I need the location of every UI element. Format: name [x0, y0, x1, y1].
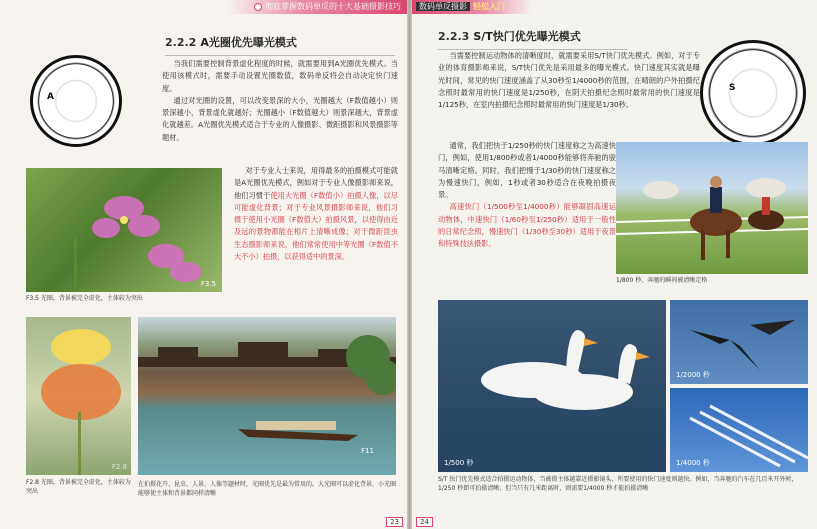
lotus-caption: F2.8 光圈，背景被完全虚化，主体较为突出 [26, 479, 131, 495]
aperture-mark: F2.8 [111, 463, 127, 471]
section-number: 2.2.2 [165, 36, 197, 49]
horse-race-photo [616, 142, 808, 274]
left-section-title [165, 34, 297, 50]
right-para-1: 当需要控制运动物体的清晰度时，就需要采用S/T快门优先模式。例如，对于专业的体育摄影师来说，S/T快门优先是采用最多的曝光模式。快门速度其实就是曝光时间，常见的快门速度涵盖了从30秒至1/4000秒的范围，在晴朗的户外拍摄纪念照时最常用的快门速度是1/250秒，在阴天拍摄纪念照时最常用的快门速度是1/125秒，在室内拍摄纪念照时最常用的快门速度是1/30秒。 [438, 51, 700, 110]
left-para-3-highlight: 使用大光圈（F数值小）拍摄人像，以尽可能虚化背景；对于专业风景摄影师来说，他们习惯于使用小光圈（F数值大）拍摄风景，以使得由近及远的景物都能在相片上清晰成像；对于微距昆虫生态摄影师来说，他们常常使用中等光圈（F数值不大不小）拍摄，以获得适中的景深。 [234, 190, 398, 262]
right-text-block-2 [438, 140, 616, 251]
birds-photo [670, 300, 808, 384]
swans-photo [438, 300, 666, 472]
right-page-header [412, 0, 532, 14]
lotus-photo [26, 317, 131, 475]
river-town-photo [138, 317, 396, 475]
swans-caption: S/T 快门优先模式适合拍摄运动物体，当被摄主体越靠近摄影镜头，所要使用的快门速度则越快。例如，当奔驰的汽车在几百米开外时，1/250 秒即可拍摄清晰；但当只有几米距离时，则需要1/4000 秒才能拍摄清晰 [438, 476, 798, 492]
title-rule [165, 55, 395, 56]
shutter-mark: 1/4000 秒 [676, 459, 710, 467]
right-para-2: 通常，我们把快于1/250秒的快门速度称之为高速快门，例如，使用1/800秒或者1/4000秒能够将奔驰的骏马清晰定格。同时，我们把慢于1/30秒的快门速度称之为慢速快门，例如，1秒或者30秒适合在夜晚拍摄夜景。 [438, 141, 616, 200]
mode-dial-s-icon [700, 40, 806, 146]
page-number: 24 [416, 517, 433, 527]
section-title: A光圈优先曝光模式 [200, 36, 297, 49]
left-para-3: 对于专业人士来说，用得最多的拍摄模式可能就是A光圈优先模式，例如对于专业人像摄影师来说，他们习惯于 [234, 166, 398, 200]
header-tag: 数码单反摄影 [416, 2, 470, 11]
jets-photo [670, 388, 808, 472]
left-page-header [227, 0, 407, 14]
left-para-2: 通过对光圈的设置，可以改变景深的大小，光圈越大（F数值越小）则景深越小，背景虚化就越好；光圈越小（F数值越大）则景深越大，背景虚化就越差。A光圈优先模式适合于专业的人像摄影、微距摄影和风景摄影等题材。 [162, 95, 398, 142]
right-text-block-1 [438, 50, 700, 111]
left-text-block-2 [234, 165, 398, 263]
right-section-title [438, 28, 581, 44]
dial-letter: S [729, 83, 736, 93]
right-page [412, 0, 817, 529]
section-number: 2.2.3 [438, 30, 470, 43]
right-para-3-highlight: 高速快门（1/500秒至1/4000秒）能够凝固高速运动物体，中速快门（1/60秒至1/250秒）适用于一般性的日常纪念照，慢速快门（1/30秒至30秒）适用于夜景和特殊技法摄影。 [438, 202, 616, 249]
left-para-1: 当我们需要控制背景虚化程度的时候，就需要用到A光圈优先模式。当使用该模式时，需要手动设置光圈数值，数码单反将会自动决定快门速度。 [162, 59, 398, 93]
shutter-mark: 1/500 秒 [444, 459, 474, 467]
shutter-mark: 1/2000 秒 [676, 371, 710, 379]
section-title: S/T快门优先曝光模式 [473, 30, 581, 43]
aperture-mark: F11 [361, 447, 374, 455]
page-number: 23 [386, 517, 403, 527]
left-text-block-1 [162, 58, 398, 144]
town-caption: 在拍摄花卉、昆虫、人景、人像等题材时，光圈优先是最为常用的。大光圈可以虚化背景，小光圈能够使主体和背景都同样清晰 [138, 481, 397, 497]
horse-caption: 1/800 秒，奔驰的瞬间被清晰定格 [616, 277, 708, 284]
left-page [0, 0, 407, 529]
aperture-mark: F3.5 [200, 280, 216, 288]
mode-dial-a-icon [30, 55, 122, 147]
dial-letter: A [47, 92, 54, 102]
flower-photo [26, 168, 222, 292]
header-sub: 轻松入门 [473, 2, 505, 11]
flower-caption: F3.5 光圈，背景被完全虚化，主体较为突出 [26, 295, 143, 302]
header-dot-icon [254, 3, 262, 11]
left-header-text: 彻底掌握数码单反的十大基础摄影技巧 [265, 2, 401, 11]
